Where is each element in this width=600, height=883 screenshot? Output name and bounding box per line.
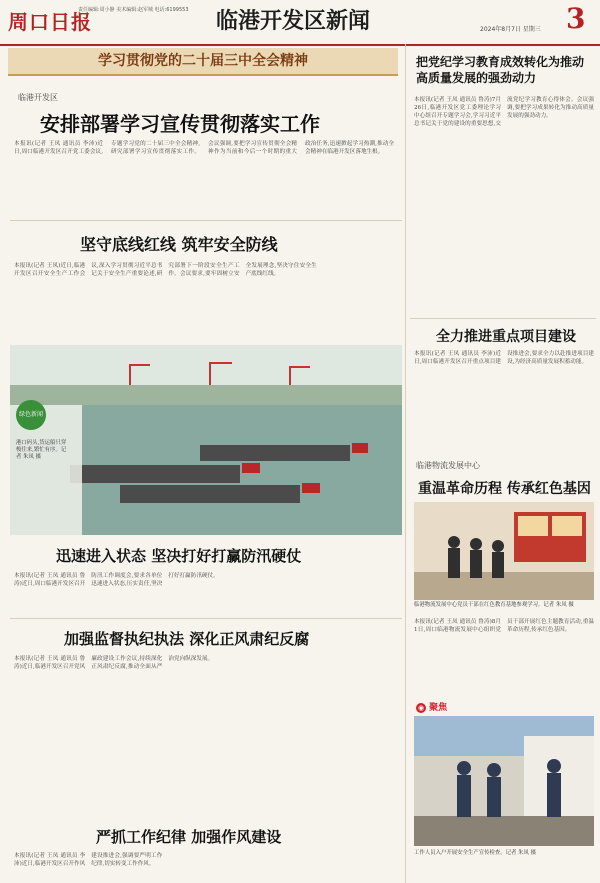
- right3-kicker: 临港物流发展中心: [416, 461, 480, 470]
- article5-body: 本报讯(记者 王凤 通讯员 李沛)近日,临港开发区召开作风建设推进会,强调要严明工作纪律,切实转变工作作风。: [14, 853, 163, 867]
- section-title: 临港开发区新闻: [216, 8, 371, 34]
- right2-title[interactable]: 全力推进重点项目建设: [436, 329, 576, 345]
- article3-title[interactable]: 迅速进入状态 坚决打好打赢防汛硬仗: [56, 547, 302, 565]
- right3-title[interactable]: 重温革命历程 传承红色基因: [418, 481, 591, 497]
- article1-body: 本报讯(记者 王凤 通讯员 李沛)近日,周口临港开发区召开党工委会议,专题学习党的二十届三中全会精神,研究部署学习宣传贯彻落实工作。会议强调,要把学习宣传贯彻全会精神作为当前和今后一个时期的重大政治任务,迅速掀起学习热潮,推动全会精神在临港开发区落地生根。: [14, 141, 394, 155]
- focus-badge-text: 聚焦: [429, 703, 448, 713]
- editor-info: 责任编辑:周小静 美术编辑:赵军城 电话:6199553: [78, 7, 189, 13]
- divider: [10, 618, 402, 619]
- article2-body: 本报讯(记者 王凤)近日,临港开发区召开安全生产工作会议,深入学习贯彻习近平总书记关于安全生产重要论述,研究部署下一阶段安全生产工作。会议要求,要牢固树立安全发展理念,坚决守住安全生产底线红线。: [14, 263, 317, 277]
- article1-title[interactable]: 安排部署学习宣传贯彻落实工作: [40, 112, 320, 136]
- newspaper-brand: 周口日报: [8, 10, 92, 34]
- divider: [10, 220, 402, 221]
- right3-caption: 临港物流发展中心党员干部在红色教育基地参观学习。记者 朱凤 摄: [414, 602, 574, 608]
- divider: [410, 318, 596, 319]
- article1-kicker: 临港开发区: [18, 93, 58, 102]
- article3-body: 本报讯(记者 王凤 通讯员 鲁涛)近日,周口临港开发区召开防汛工作调度会,要求各单位迅速进入状态,压实责任,坚决打好打赢防汛硬仗。: [14, 573, 219, 587]
- green-news-badge: 绿色新闻: [16, 400, 46, 430]
- right1-title[interactable]: 把党纪学习教育成效转化为推动高质量发展的强劲动力: [416, 55, 585, 85]
- focus-badge: [416, 700, 447, 713]
- article2-title[interactable]: 坚守底线红线 筑牢安全防线: [80, 235, 278, 254]
- right3-body: 本报讯(记者 王凤 通讯员 鲁涛)8月1日,周口临港物流发展中心组织党员干部开展红色主题教育活动,重温革命历程,传承红色基因。: [414, 619, 594, 633]
- topic-ribbon-text: 学习贯彻党的二十届三中全会精神: [98, 53, 308, 69]
- right1-body: 本报讯(记者 王凤 通讯员 鲁涛)7月26日,临港开发区党工委理论学习中心组召开专题学习会,学习习近平总书记关于党的建设的重要思想,交流党纪学习教育心得体会。会议强调,要把学习成果转化为推动高质量发展的强劲动力。: [414, 97, 594, 127]
- page-number: 3: [566, 2, 586, 35]
- photo1-caption: 港口码头,货运船只穿梭往来,繁忙有序。记者 朱凤 摄: [16, 440, 67, 460]
- article5-title[interactable]: 严抓工作纪律 加强作风建设: [96, 828, 282, 846]
- right4-caption: 工作人员入户开展安全生产宣传检查。记者 朱凤 摄: [414, 850, 537, 856]
- inspection-photo[interactable]: [414, 716, 594, 846]
- article4-body: 本报讯(记者 王凤 通讯员 鲁涛)近日,临港开发区召开党风廉政建设工作会议,持续深化正风肃纪反腐,推动全面从严治党向纵深发展。: [14, 656, 214, 670]
- article4-title[interactable]: 加强监督执纪执法 深化正风肃纪反腐: [64, 630, 310, 648]
- red-education-photo[interactable]: [414, 502, 594, 600]
- topic-ribbon: [8, 48, 398, 76]
- camera-icon: ◉: [417, 704, 425, 712]
- right2-body: 本报讯(记者 王凤 通讯员 李沛)近日,周口临港开发区召开重点项目建设推进会,要求全力以赴推进项目建设,为经济高质量发展积蓄动能。: [414, 351, 594, 365]
- column-divider: [405, 44, 406, 883]
- issue-date: 2024年8月7日 星期三: [480, 26, 541, 33]
